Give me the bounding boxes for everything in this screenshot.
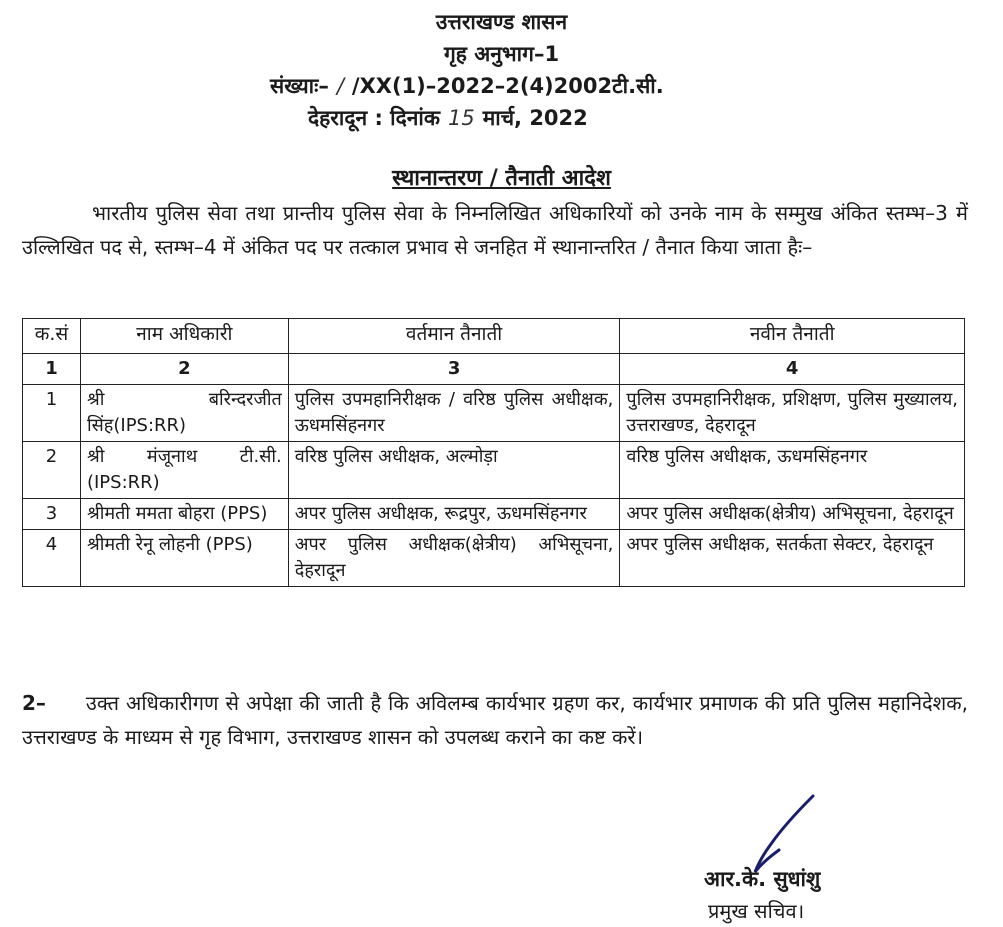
officer-name-cell: श्रीमती रेनू लोहनी (PPS) <box>80 530 288 587</box>
new-posting-cell: पुलिस उपमहानिरीक्षक, प्रशिक्षण, पुलिस मुख्यालय, उत्तराखण्ड, देहरादून <box>620 385 965 442</box>
table-row <box>23 385 965 442</box>
instruction-paragraph <box>22 686 968 754</box>
column-index: 2 <box>80 354 288 385</box>
signatory-designation: प्रमुख सचिव। <box>708 899 805 923</box>
column-index: 4 <box>620 354 965 385</box>
column-index: 1 <box>23 354 81 385</box>
postings-table <box>22 318 965 587</box>
current-posting-cell: अपर पुलिस अधीक्षक(क्षेत्रीय) अभिसूचना, देहरादून <box>288 530 620 587</box>
date-suffix: मार्च, 2022 <box>482 106 588 130</box>
handwritten-reference: / <box>336 74 344 98</box>
reference-number <box>270 72 664 100</box>
section-heading: गृह अनुभाग–1 <box>443 42 560 66</box>
column-index-row <box>23 354 965 385</box>
government-heading: उत्तराखण्ड शासन <box>435 10 568 34</box>
place-date-prefix: देहरादून : दिनांक <box>308 106 440 130</box>
intro-paragraph: भारतीय पुलिस सेवा तथा प्रान्तीय पुलिस सेवा के निम्नलिखित अधिकारियों को उनके नाम के सम्मुख अंकित स्तम्भ–3 में उल्लिखित पद से, स्तम्भ–4 में अंकित पद पर तत्काल प्रभाव से जनहित में स्थानान्तरित / तैनात किया जाता हैः– <box>22 201 968 259</box>
new-posting-cell: वरिष्ठ पुलिस अधीक्षक, ऊधमसिंहनगर <box>620 442 965 499</box>
current-posting-cell: पुलिस उपमहानिरीक्षक / वरिष्ठ पुलिस अधीक्षक, ऊधमसिंहनगर <box>288 385 620 442</box>
order-title: स्थानान्तरण / तैनाती आदेश <box>392 166 611 191</box>
new-posting-cell: अपर पुलिस अधीक्षक(क्षेत्रीय) अभिसूचना, देहरादून <box>620 499 965 530</box>
serial-cell: 4 <box>23 530 81 587</box>
officer-name-cell: श्रीमती ममता बोहरा (PPS) <box>80 499 288 530</box>
current-posting-cell: वरिष्ठ पुलिस अधीक्षक, अल्मोड़ा <box>288 442 620 499</box>
officer-name-cell: श्री बरिन्दरजीत सिंह(IPS:RR) <box>80 385 288 442</box>
officer-name-cell: श्री मंजूनाथ टी.सी. (IPS:RR) <box>80 442 288 499</box>
serial-cell: 2 <box>23 442 81 499</box>
current-posting-cell: अपर पुलिस अधीक्षक, रूद्रपुर, ऊधमसिंहनगर <box>288 499 620 530</box>
place-date <box>308 104 588 132</box>
header-current-posting: वर्तमान तैनाती <box>288 319 620 354</box>
handwritten-date: 15 <box>447 106 475 130</box>
column-index: 3 <box>288 354 620 385</box>
new-posting-cell: अपर पुलिस अधीक्षक, सतर्कता सेक्टर, देहरादून <box>620 530 965 587</box>
serial-cell: 1 <box>23 385 81 442</box>
signatory-name: आर.के. सुधांशु <box>704 867 821 891</box>
table-header-row <box>23 319 965 354</box>
table-row <box>23 442 965 499</box>
table-row <box>23 530 965 587</box>
reference-prefix: संख्याः– <box>270 74 329 98</box>
header-officer-name: नाम अधिकारी <box>80 319 288 354</box>
reference-suffix: /XX(1)–2022–2(4)2002टी.सी. <box>351 74 664 98</box>
header-serial: क.सं <box>23 319 81 354</box>
serial-cell: 3 <box>23 499 81 530</box>
paragraph-number: 2– <box>22 691 46 715</box>
table-row <box>23 499 965 530</box>
paragraph-text: उक्त अधिकारीगण से अपेक्षा की जाती है कि अविलम्ब कार्यभार ग्रहण कर, कार्यभार प्रमाणक की प्रति पुलिस महानिदेशक, उत्तराखण्ड के माध्यम से गृह विभाग, उत्तराखण्ड शासन को उपलब्ध कराने का कष्ट करें। <box>22 691 968 749</box>
header-new-posting: नवीन तैनाती <box>620 319 965 354</box>
